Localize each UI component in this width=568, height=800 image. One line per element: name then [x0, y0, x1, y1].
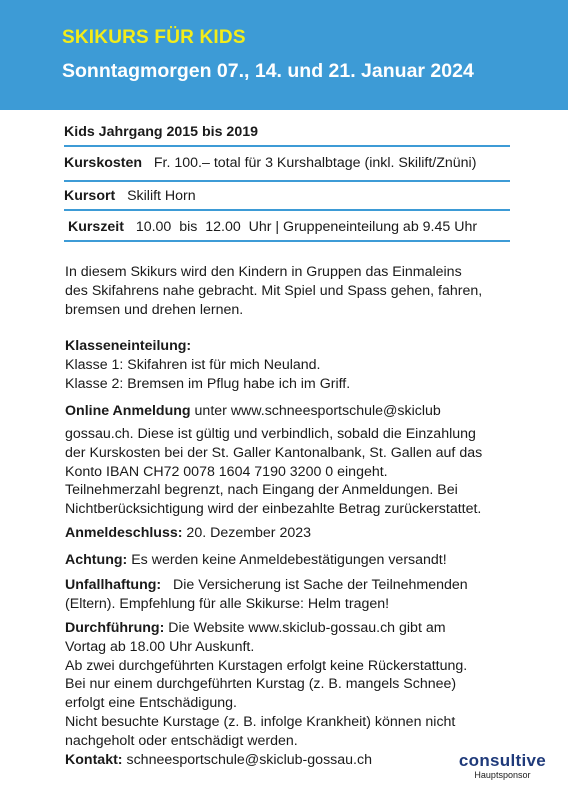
sponsor-role: Hauptsponsor: [474, 770, 531, 780]
page-subtitle: Sonntagmorgen 07., 14. und 21. Januar 2024: [62, 60, 474, 82]
anmeldung-line: Nichtberücksichtigung wird der einbezahlte Betrag zurückerstattet.: [65, 501, 482, 518]
info-kurszeit: [68, 219, 477, 235]
klassen-section: [65, 337, 530, 393]
durchfuehrung-line: Nicht besuchte Kurstage (z. B. infolge Krankheit) können nicht: [65, 713, 456, 730]
durchfuehrung-line: nachgeholt oder entschädigt werden.: [65, 732, 298, 749]
info-jahrgang: [64, 124, 258, 140]
divider: [64, 145, 510, 147]
kurszeit-label: Kurszeit: [68, 219, 124, 235]
anmeldeschluss-label: Anmeldeschluss:: [65, 525, 183, 541]
anmeldung-line: Teilnehmerzahl begrenzt, nach Eingang der Anmeldungen. Bei: [65, 482, 458, 499]
durchfuehrung-first-line: Die Website www.skiclub-gossau.ch gibt am: [164, 620, 446, 636]
unfallhaftung-label: Unfallhaftung:: [65, 577, 162, 593]
anmeldung-line: der Kurskosten bei der St. Galler Kantonalbank, St. Gallen auf das: [65, 444, 483, 461]
unfallhaftung-line: (Eltern). Empfehlung für alle Skikurse: Helm tragen!: [65, 595, 390, 612]
durchfuehrung-line: erfolgt eine Entschädigung.: [65, 695, 237, 712]
kontakt-label: Kontakt:: [65, 752, 123, 768]
achtung-label: Achtung:: [65, 552, 128, 568]
sponsor-name: consultive: [458, 751, 546, 770]
kursort-value: Skilift Horn: [127, 188, 196, 204]
anmeldung-section: [65, 402, 530, 421]
durchfuehrung-section: [65, 619, 530, 751]
anmeldung-label: Online Anmeldung: [65, 403, 191, 419]
durchfuehrung-line: Bei nur einem durchgeführten Kurstag (z. B. mangels Schnee): [65, 676, 457, 693]
info-kursort: [64, 188, 196, 204]
anmeldung-details: [65, 425, 530, 519]
sponsor-logo: [459, 752, 546, 781]
info-kurskosten: [64, 155, 476, 171]
jahrgang-text: Kids Jahrgang 2015 bis 2019: [64, 124, 258, 140]
durchfuehrung-line: Ab zwei durchgeführten Kurstagen erfolgt keine Rückerstattung.: [65, 657, 468, 674]
header-banner: [0, 0, 568, 110]
page-title: SKIKURS FÜR KIDS: [62, 27, 246, 48]
kurskosten-label: Kurskosten: [64, 155, 143, 171]
kurszeit-value: 10.00 bis 12.00 Uhr | Gruppeneinteilung ab 9.45 Uhr: [135, 219, 478, 235]
kurskosten-value: Fr. 100.– total für 3 Kurshalbtage (inkl. Skilift/Znüni): [153, 155, 477, 171]
anmeldeschluss-value: 20. Dezember 2023: [182, 525, 312, 541]
intro-line: des Skifahrens nahe gebracht. Mit Spiel und Spass gehen, fahren,: [65, 282, 483, 299]
divider: [64, 180, 510, 182]
intro-line: bremsen und drehen lernen.: [65, 301, 244, 318]
intro-line: In diesem Skikurs wird den Kindern in Gruppen das Einmaleins: [65, 264, 462, 280]
klasse-line: Klasse 1: Skifahren ist für mich Neuland.: [65, 356, 321, 373]
kursort-label: Kursort: [64, 188, 116, 204]
klassen-heading: Klasseneinteilung:: [65, 338, 192, 354]
divider: [64, 240, 510, 242]
divider: [64, 209, 510, 211]
achtung-value: Es werden keine Anmeldebestätigungen versandt!: [127, 552, 447, 568]
durchfuehrung-label: Durchführung:: [65, 620, 165, 636]
anmeldeschluss-section: [65, 524, 530, 543]
intro-paragraph: [65, 263, 530, 319]
anmeldung-first-line: unter www.schneesportschule@skiclub: [190, 403, 441, 419]
anmeldung-line: Konto IBAN CH72 0078 1604 7190 3200 0 eingeht.: [65, 463, 388, 480]
unfallhaftung-section: [65, 576, 530, 614]
klasse-line: Klasse 2: Bremsen im Pflug habe ich im Griff.: [65, 375, 351, 392]
achtung-section: [65, 551, 530, 570]
anmeldung-line: gossau.ch. Diese ist gültig und verbindlich, sobald die Einzahlung: [65, 426, 476, 442]
unfallhaftung-value: Die Versicherung ist Sache der Teilnehmenden: [161, 577, 468, 593]
kontakt-value: schneesportschule@skiclub-gossau.ch: [122, 752, 372, 768]
durchfuehrung-line: Vortag ab 18.00 Uhr Auskunft.: [65, 638, 255, 655]
